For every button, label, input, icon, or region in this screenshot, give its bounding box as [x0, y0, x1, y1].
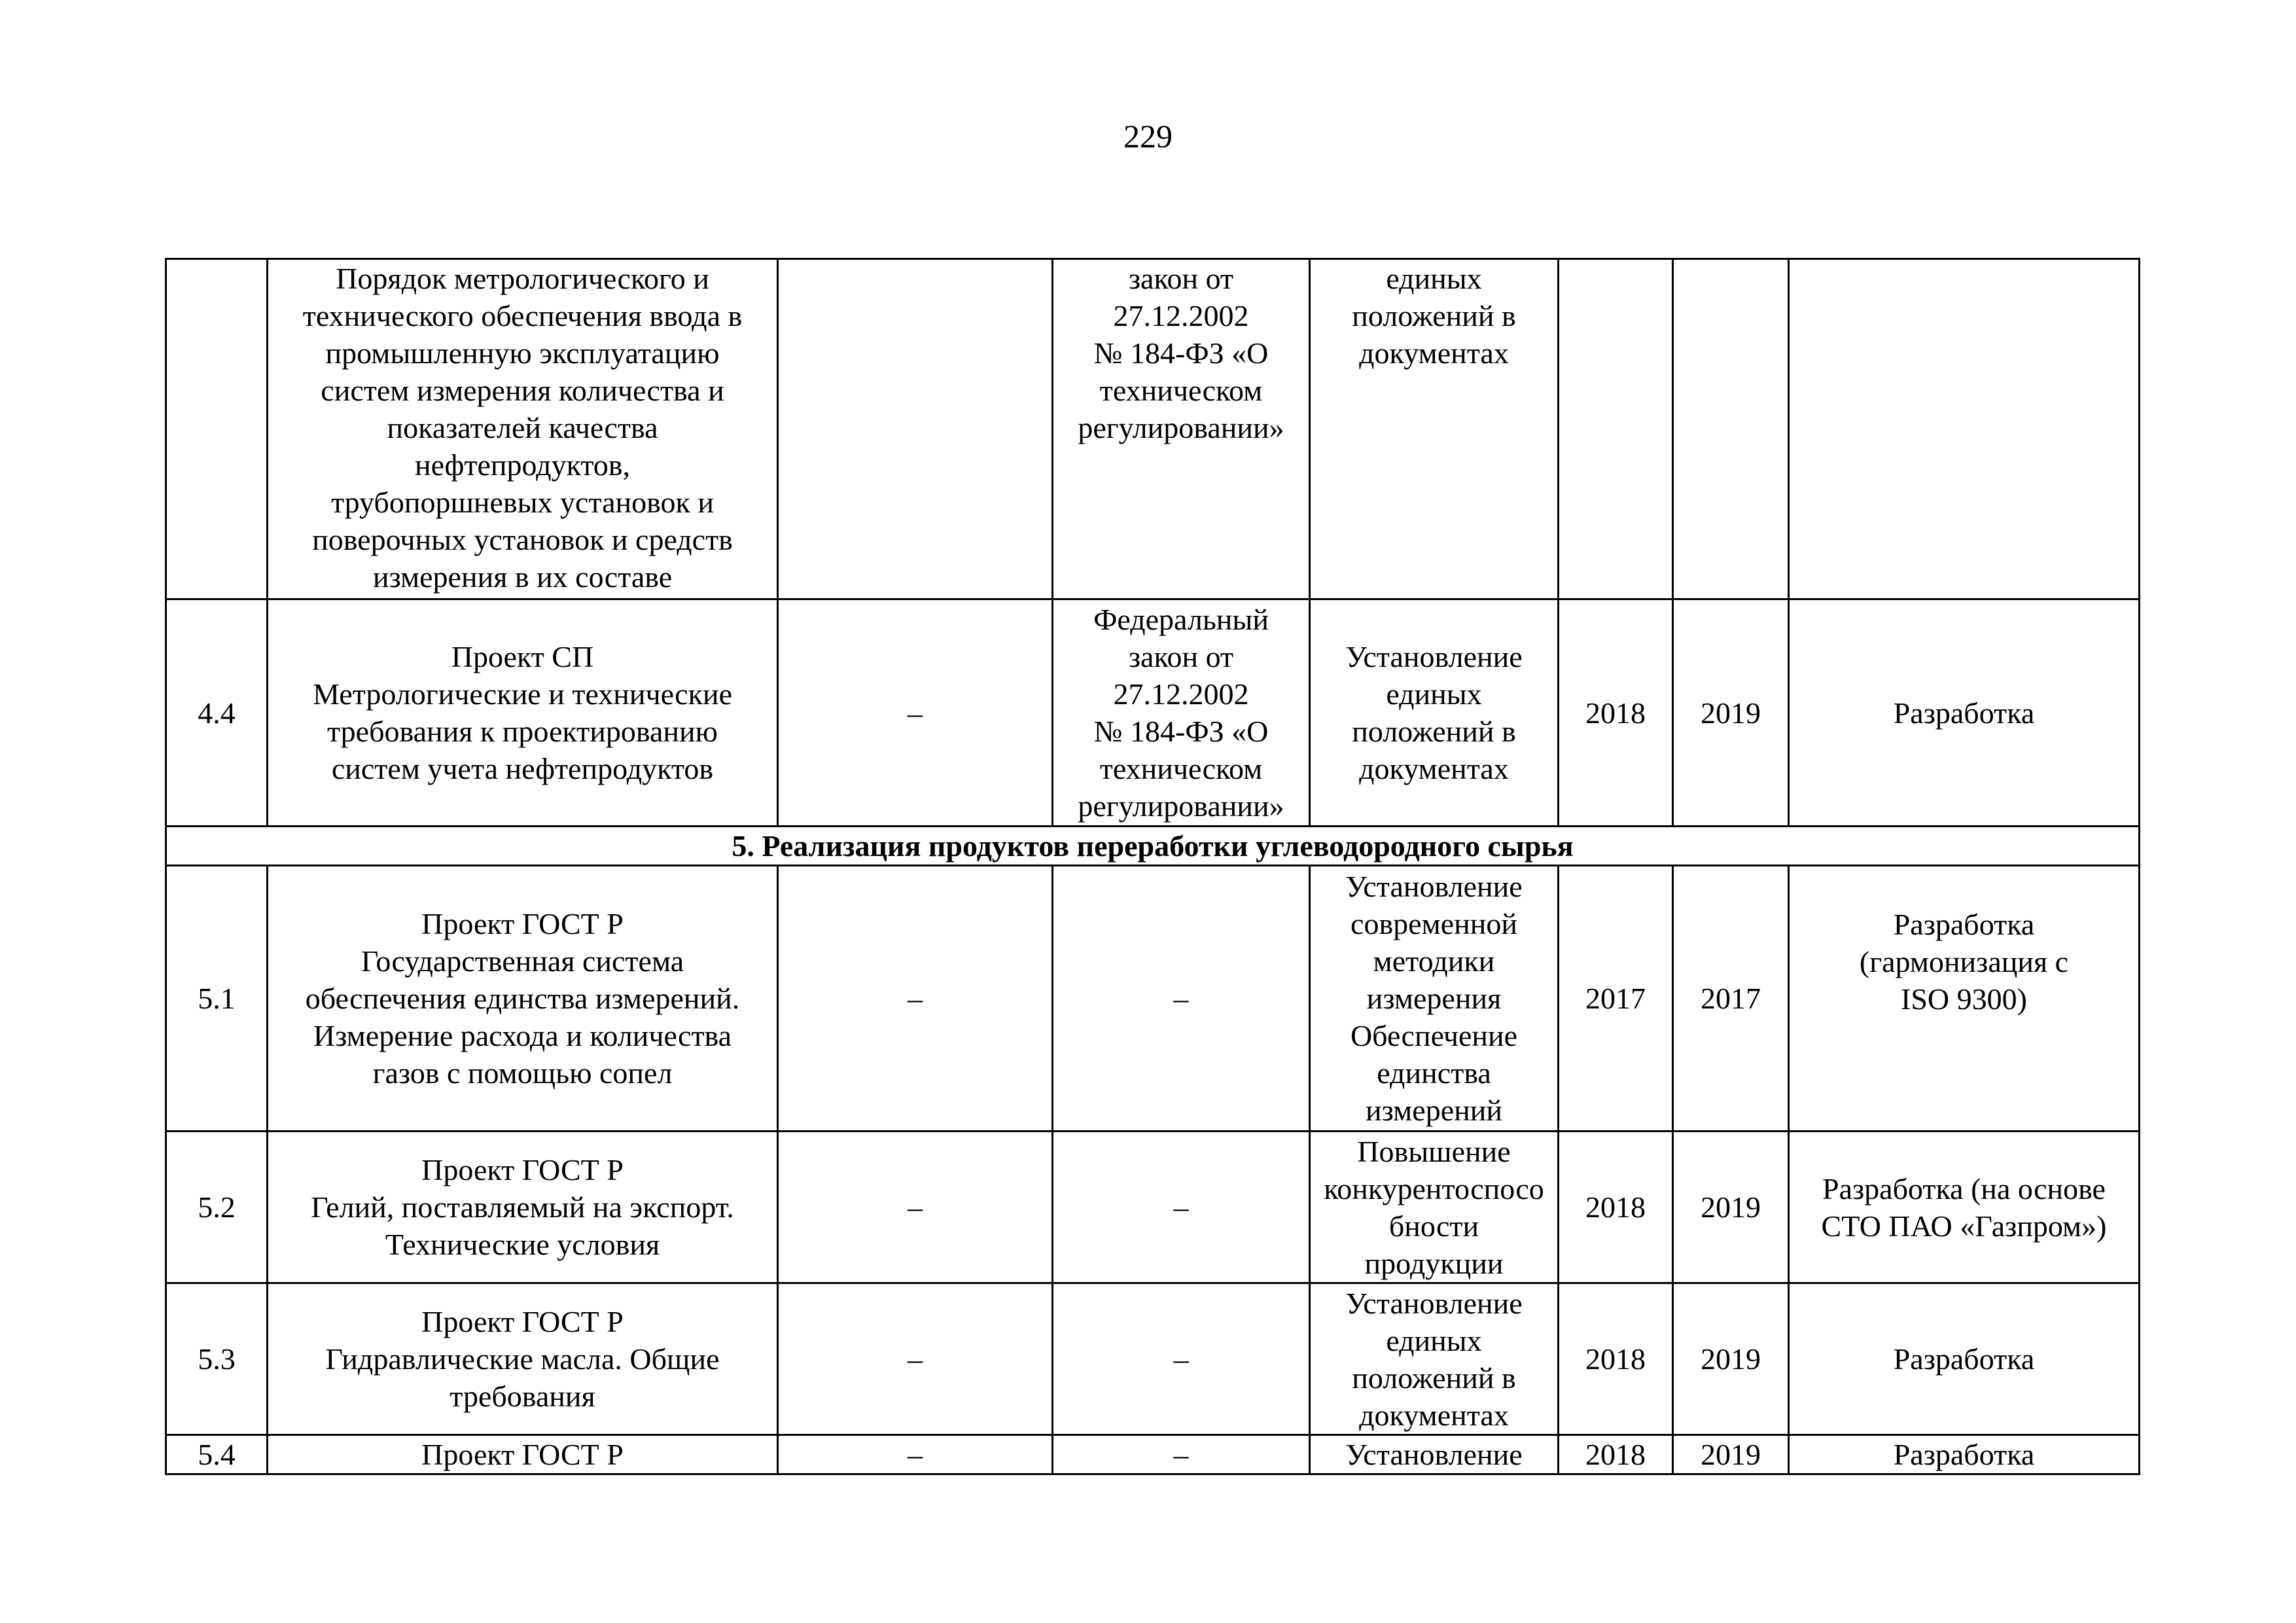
cell-international-standard: – — [778, 1435, 1053, 1474]
cell-end-year — [1673, 259, 1789, 599]
section-row — [166, 827, 2140, 866]
cell-legal-basis: – — [1053, 866, 1310, 1132]
cell-end-year: 2017 — [1673, 866, 1789, 1132]
table-row — [166, 1435, 2140, 1474]
cell-legal-basis: – — [1053, 1435, 1310, 1474]
cell-end-year: 2019 — [1673, 599, 1789, 827]
cell-goal: Установление современной методики измерения Обеспечение единства измерений — [1310, 866, 1559, 1132]
cell-number: 5.1 — [166, 866, 268, 1132]
cell-number: 5.2 — [166, 1132, 268, 1283]
cell-document-name: Проект ГОСТ Р — [268, 1435, 778, 1474]
cell-start-year: 2018 — [1559, 1132, 1673, 1283]
page-number: 229 — [1123, 118, 1173, 154]
cell-work-type: Разработка (на основе СТО ПАО «Газпром») — [1789, 1132, 2140, 1283]
cell-number: 4.4 — [166, 599, 268, 827]
cell-document-name: Порядок метрологического и технического обеспечения ввода в промышленную эксплуатацию систем измерения количества и показателей качества нефтепродуктов, трубопоршневых установок и поверочных установок и средств измерения в их составе — [268, 259, 778, 599]
cell-number: 5.4 — [166, 1435, 268, 1474]
cell-work-type: Разработка — [1789, 1435, 2140, 1474]
table-row — [166, 1132, 2140, 1283]
cell-start-year: 2018 — [1559, 1435, 1673, 1474]
cell-work-type: Разработка — [1789, 599, 2140, 827]
cell-legal-basis: – — [1053, 1283, 1310, 1435]
cell-international-standard — [778, 259, 1053, 599]
cell-document-name: Проект ГОСТ Р Государственная система обеспечения единства измерений. Измерение расхода и количества газов с помощью сопел — [268, 866, 778, 1132]
cell-legal-basis: – — [1053, 1132, 1310, 1283]
cell-legal-basis: закон от 27.12.2002 № 184-ФЗ «О техническом регулировании» — [1053, 259, 1310, 599]
cell-document-name: Проект ГОСТ Р Гидравлические масла. Общие требования — [268, 1283, 778, 1435]
cell-goal: Установление единых положений в документах — [1310, 599, 1559, 827]
cell-work-type: Разработка — [1789, 1283, 2140, 1435]
cell-goal: Установление единых положений в документах — [1310, 1283, 1559, 1435]
cell-start-year: 2017 — [1559, 866, 1673, 1132]
cell-end-year: 2019 — [1673, 1283, 1789, 1435]
cell-end-year: 2019 — [1673, 1132, 1789, 1283]
cell-work-type — [1789, 259, 2140, 599]
cell-goal: Установление — [1310, 1435, 1559, 1474]
standards-table — [165, 258, 2140, 1475]
cell-international-standard: – — [778, 599, 1053, 827]
cell-number — [166, 259, 268, 599]
cell-number: 5.3 — [166, 1283, 268, 1435]
table-row — [166, 1283, 2140, 1435]
cell-legal-basis: Федеральный закон от 27.12.2002 № 184-ФЗ «О техническом регулировании» — [1053, 599, 1310, 827]
cell-goal: Повышение конкурентоспосо бности продукции — [1310, 1132, 1559, 1283]
cell-work-type: Разработка (гармонизация с ISO 9300) — [1789, 866, 2140, 1132]
cell-start-year — [1559, 259, 1673, 599]
section-title: 5. Реализация продуктов переработки углеводородного сырья — [166, 827, 2140, 866]
cell-end-year: 2019 — [1673, 1435, 1789, 1474]
cell-document-name: Проект СП Метрологические и технические требования к проектированию систем учета нефтепродуктов — [268, 599, 778, 827]
cell-goal: единых положений в документах — [1310, 259, 1559, 599]
cell-international-standard: – — [778, 1283, 1053, 1435]
table-row — [166, 599, 2140, 827]
table-row — [166, 866, 2140, 1132]
table-row — [166, 259, 2140, 599]
cell-international-standard: – — [778, 866, 1053, 1132]
cell-start-year: 2018 — [1559, 1283, 1673, 1435]
cell-start-year: 2018 — [1559, 599, 1673, 827]
cell-international-standard: – — [778, 1132, 1053, 1283]
cell-document-name: Проект ГОСТ Р Гелий, поставляемый на экспорт. Технические условия — [268, 1132, 778, 1283]
